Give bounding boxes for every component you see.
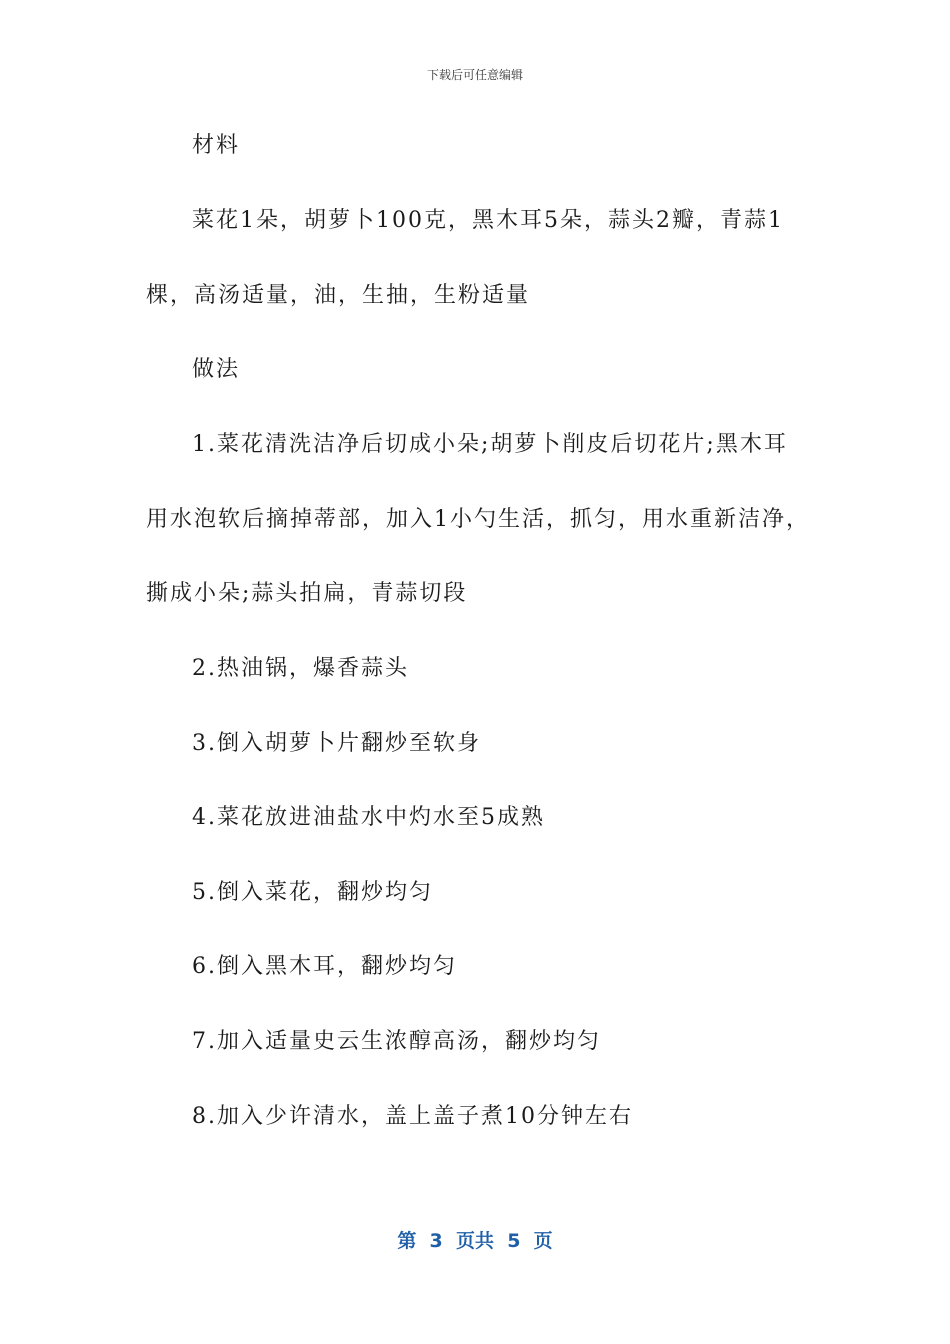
step-4: 4.菜花放进油盐水中灼水至5成熟 [192, 805, 545, 830]
step-6: 6.倒入黑木耳，翻炒均匀 [192, 954, 457, 979]
step-7: 7.加入适量史云生浓醇高汤，翻炒均匀 [192, 1029, 601, 1054]
step-1-line-3: 撕成小朵;蒜头拍扁，青蒜切段 [146, 581, 468, 606]
page-footer [0, 1226, 950, 1253]
page-header: 下载后可任意编辑 [426, 68, 523, 82]
step-3: 3.倒入胡萝卜片翻炒至软身 [192, 731, 481, 756]
step-1-line-2: 用水泡软后摘掉蒂部，加入1小勺生活，抓匀，用水重新洁净， [146, 507, 810, 532]
materials-line-2: 棵，高汤适量，油，生抽，生粉适量 [146, 283, 531, 308]
materials-heading: 材料 [192, 133, 241, 158]
step-8: 8.加入少许清水，盖上盖子煮10分钟左右 [192, 1104, 633, 1129]
step-1-line-1: 1.菜花清洗洁净后切成小朵;胡萝卜削皮后切花片;黑木耳 [192, 432, 788, 457]
step-5: 5.倒入菜花，翻炒均匀 [192, 880, 433, 905]
step-2: 2.热油锅，爆香蒜头 [192, 656, 409, 681]
materials-line-1: 菜花1朵，胡萝卜100克，黑木耳5朵，蒜头2瓣，青蒜1 [192, 208, 784, 233]
method-heading: 做法 [192, 357, 241, 382]
page-number: 第 3 页共 5 页 [397, 1230, 553, 1252]
